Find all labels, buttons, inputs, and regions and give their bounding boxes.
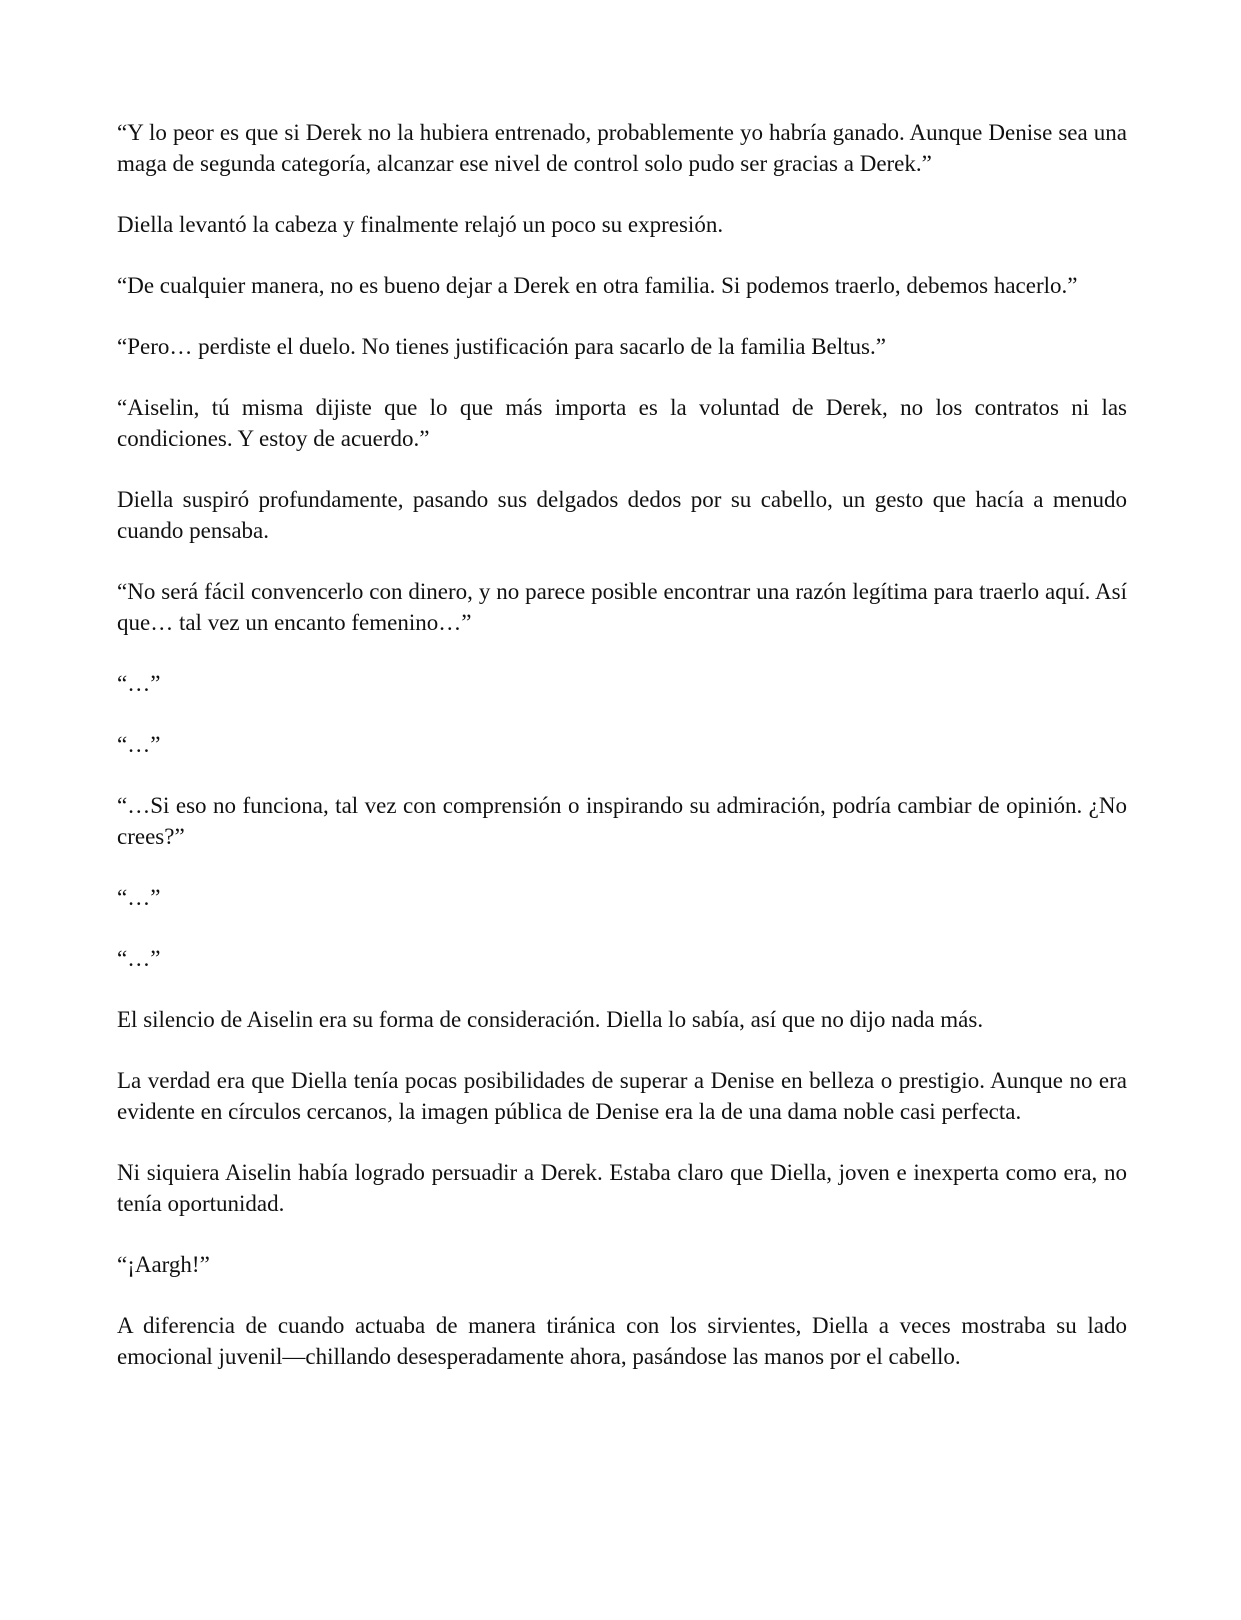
- paragraph: “…”: [117, 885, 161, 910]
- paragraph: “…”: [117, 732, 161, 757]
- document-body: [117, 117, 1127, 1402]
- paragraph: “¡Aargh!”: [117, 1252, 210, 1277]
- paragraph: “…Si eso no funciona, tal vez con comprensión o inspirando su admiración, podría cambiar de opinión. ¿No crees?”: [117, 793, 1127, 849]
- paragraph: A diferencia de cuando actuaba de manera tiránica con los sirvientes, Diella a veces mostraba su lado emocional juvenil—chillando desesperadamente ahora, pasándose las manos por el cabello.: [117, 1313, 1127, 1369]
- paragraph: “De cualquier manera, no es bueno dejar a Derek en otra familia. Si podemos traerlo, debemos hacerlo.”: [117, 273, 1078, 298]
- paragraph: El silencio de Aiselin era su forma de consideración. Diella lo sabía, así que no dijo nada más.: [117, 1007, 984, 1032]
- paragraph: “Aiselin, tú misma dijiste que lo que más importa es la voluntad de Derek, no los contratos ni las condiciones. Y estoy de acuerdo.”: [117, 395, 1127, 451]
- paragraph: “…”: [117, 946, 161, 971]
- paragraph: Diella levantó la cabeza y finalmente relajó un poco su expresión.: [117, 212, 724, 237]
- paragraph: “Y lo peor es que si Derek no la hubiera entrenado, probablemente yo habría ganado. Aunque Denise sea una maga de segunda categoría, alcanzar ese nivel de control solo pudo ser gracias a Derek.”: [117, 120, 1127, 176]
- paragraph: Diella suspiró profundamente, pasando sus delgados dedos por su cabello, un gesto que hacía a menudo cuando pensaba.: [117, 487, 1127, 543]
- paragraph: “Pero… perdiste el duelo. No tienes justificación para sacarlo de la familia Beltus.”: [117, 334, 886, 359]
- paragraph: La verdad era que Diella tenía pocas posibilidades de superar a Denise en belleza o prestigio. Aunque no era evidente en círculos cercanos, la imagen pública de Denise era la de una dama noble casi perfecta.: [117, 1068, 1127, 1124]
- paragraph: “…”: [117, 671, 161, 696]
- paragraph: “No será fácil convencerlo con dinero, y no parece posible encontrar una razón legítima para traerlo aquí. Así que… tal vez un encanto femenino…”: [117, 579, 1127, 635]
- paragraph: Ni siquiera Aiselin había logrado persuadir a Derek. Estaba claro que Diella, joven e inexperta como era, no tenía oportunidad.: [117, 1160, 1127, 1216]
